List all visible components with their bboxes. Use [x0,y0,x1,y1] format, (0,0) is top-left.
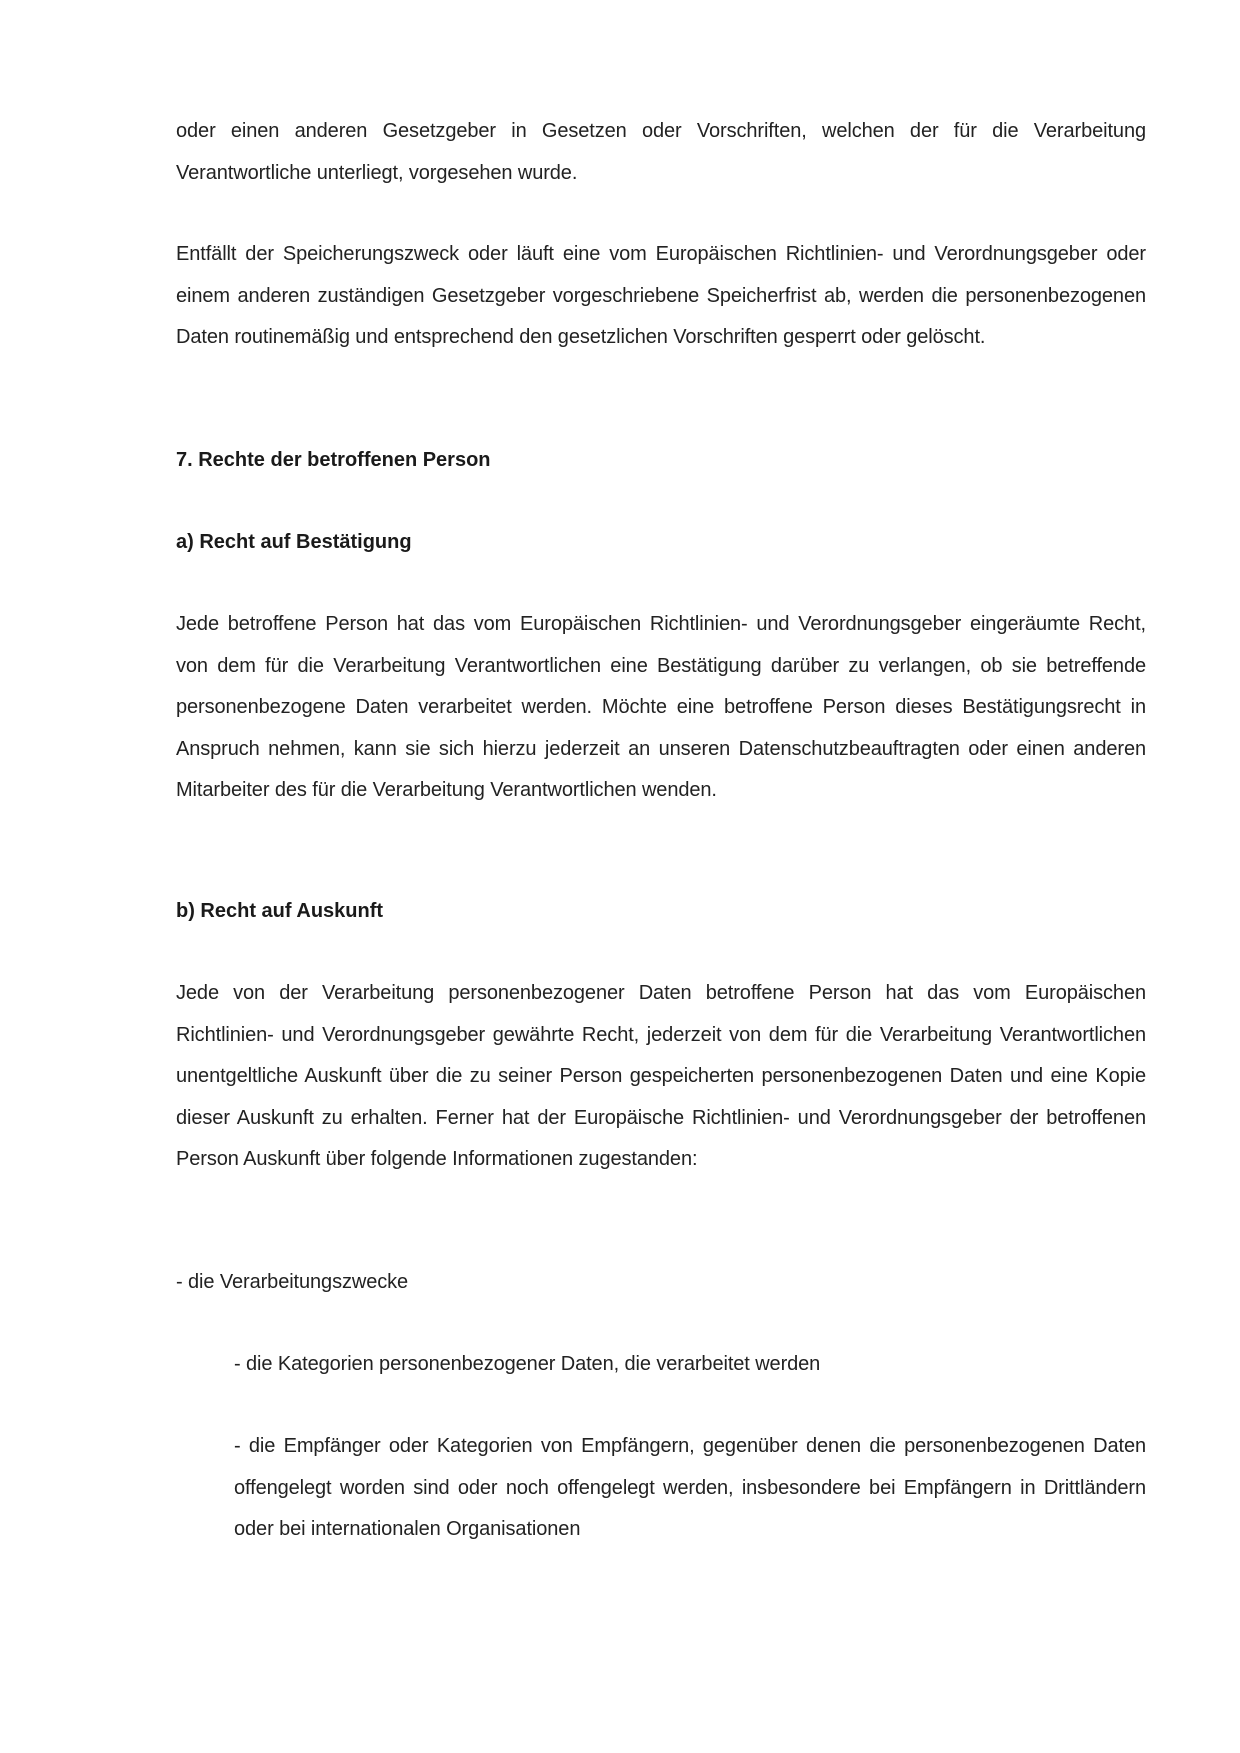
list-item-recipients: - die Empfänger oder Kategorien von Empfängern, gegenüber denen die personenbezogenen Daten offengelegt worden sind oder noch offengelegt werden, insbesondere bei Empfängern in Drittländern oder bei internationalen Organisationen [234,1435,1146,1540]
subheading-right-information: b) Recht auf Auskunft [176,900,384,922]
paragraph-right-confirmation: Jede betroffene Person hat das vom Europäischen Richtlinien- und Verordnungsgeber eingeräumte Recht, von dem für die Verarbeitung Verantwortlichen eine Bestätigung darüber zu verlangen, ob sie betreffende personenbezogene Daten verarbeitet werden. Möchte eine betroffene Person dieses Bestätigungsrecht in Anspruch nehmen, kann sie sich hierzu jederzeit an unseren Datenschutzbeauftragten oder einen anderen Mitarbeiter des für die Verarbeitung Verantwortlichen wenden. [176,613,1146,801]
list-item-data-categories: - die Kategorien personenbezogener Daten, die verarbeitet werden [234,1353,821,1375]
paragraph-retention-legal-basis: oder einen anderen Gesetzgeber in Gesetzen oder Vorschriften, welchen der für die Verarbeitung Verantwortliche unterliegt, vorgesehen wurde. [176,120,1146,184]
list-item-processing-purposes: - die Verarbeitungszwecke [176,1271,409,1293]
paragraph-right-information: Jede von der Verarbeitung personenbezogener Daten betroffene Person hat das vom Europäischen Richtlinien- und Verordnungsgeber gewährte Recht, jederzeit von dem für die Verarbeitung Verantwortlichen unentgeltliche Auskunft über die zu seiner Person gespeicherten personenbezogenen Daten und eine Kopie dieser Auskunft zu erhalten. Ferner hat der Europäische Richtlinien- und Verordnungsgeber der betroffenen Person Auskunft über folgende Informationen zugestanden: [176,982,1146,1170]
section-heading-rights: 7. Rechte der betroffenen Person [176,449,491,471]
paragraph-retention-deletion: Entfällt der Speicherungszweck oder läuft eine vom Europäischen Richtlinien- und Verordnungsgeber oder einem anderen zuständigen Gesetzgeber vorgeschriebene Speicherfrist ab, werden die personenbezogenen Daten routinemäßig und entsprechend den gesetzlichen Vorschriften gesperrt oder gelöscht. [176,243,1146,348]
subheading-right-confirmation: a) Recht auf Bestätigung [176,531,412,553]
